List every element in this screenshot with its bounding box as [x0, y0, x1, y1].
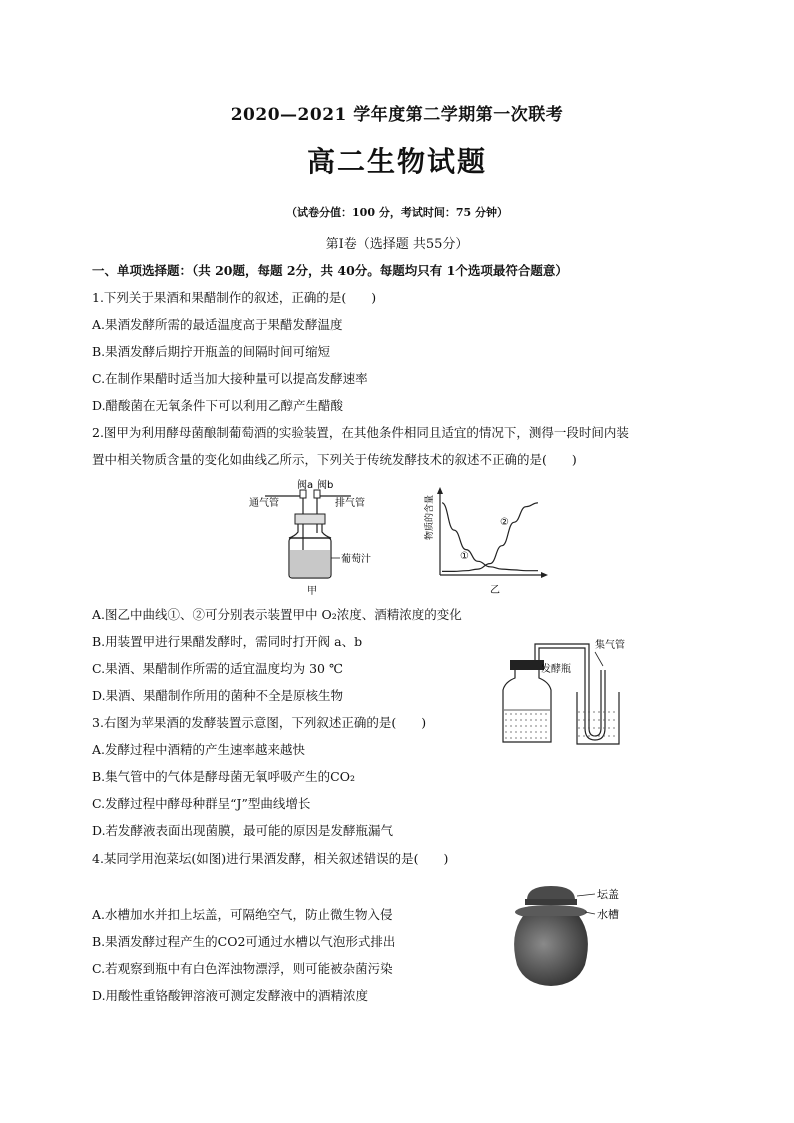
q3-stem: 3.右图为苹果酒的发酵装置示意图，下列叙述正确的是( ) — [92, 715, 427, 730]
volume-title: 第Ⅰ卷（选择题 共55分） — [325, 237, 469, 252]
q4-stem: 4.某同学用泡菜坛(如图)进行果酒发酵，相关叙述错误的是( ) — [92, 851, 449, 866]
fermentation-bottle — [503, 670, 551, 742]
q2-option-c: C.果酒、果醋制作所需的适宜温度均为 30 ℃ — [92, 661, 343, 676]
series-1-label: ① — [460, 551, 469, 562]
q4-option-b: B.果酒发酵过程产生的CO2可通过水槽以气泡形式排出 — [92, 934, 396, 949]
q1-option-a: A.果酒发酵所需的最适温度高于果醋发酵温度 — [92, 317, 343, 332]
q3-option-c: C.发酵过程中酵母种群呈“J”型曲线增长 — [92, 796, 311, 811]
q4-option-c: C.若观察到瓶中有白色浑浊物漂浮，则可能被杂菌污染 — [92, 961, 393, 976]
grape-juice — [290, 550, 330, 577]
q1-stem: 1.下列关于果酒和果醋制作的叙述，正确的是( ) — [92, 290, 377, 305]
exam-info: （试卷分值：100 分，考试时间：75 分钟） — [286, 206, 508, 219]
q2-option-b: B.用装置甲进行果醋发酵时，需同时打开阀 a、b — [92, 634, 363, 649]
jar-body — [514, 916, 588, 986]
jar-lid — [527, 886, 575, 900]
trough-label: 水槽 — [597, 908, 619, 921]
q3-option-d: D.若发酵液表面出现菌膜，最可能的原因是发酵瓶漏气 — [92, 823, 394, 838]
series-1-line — [442, 503, 538, 571]
connecting-tube — [535, 644, 601, 736]
q3-option-a: A.发酵过程中酒精的产生速率越来越快 — [92, 742, 306, 757]
stopper — [295, 514, 325, 524]
section-heading: 一、单项选择题：（共 20题，每题 2分，共 40分。每题均只有 1个选项最符合题意） — [92, 263, 568, 278]
figure-yi-chart — [420, 485, 550, 600]
q2-stem-line1: 2.图甲为利用酵母菌酿制葡萄酒的实验装置，在其他条件相同且适宜的情况下，测得一段时间内装 — [92, 425, 629, 440]
fig-jia-caption: 甲 — [307, 586, 317, 597]
valve-a — [300, 490, 306, 498]
q1-option-c: C.在制作果醋时适当加大接种量可以提高发酵速率 — [92, 371, 368, 386]
inlet-label: 通气管 — [249, 498, 279, 509]
series-2-line — [442, 503, 538, 572]
fig-yi-caption: 乙 — [490, 585, 500, 596]
gas-tube-label: 集气管 — [595, 640, 625, 651]
q4-option-a: A.水槽加水并扣上坛盖，可隔绝空气，防止微生物入侵 — [92, 907, 393, 922]
q2-option-d: D.果酒、果醋制作所用的菌种不全是原核生物 — [92, 688, 344, 703]
bottle-label: 发酵瓶 — [541, 664, 571, 675]
q4-option-d: D.用酸性重铬酸钾溶液可测定发酵液中的酒精浓度 — [92, 988, 369, 1003]
valve-b-label: 阀b — [317, 480, 334, 491]
outlet-label: 排气管 — [335, 498, 365, 509]
q1-option-b: B.果酒发酵后期拧开瓶盖的间隔时间可缩短 — [92, 344, 331, 359]
figure-pickle-jar — [505, 880, 655, 990]
figure-jia — [245, 478, 375, 598]
q2-stem-line2: 置中相关物质含量的变化如曲线乙所示，下列关于传统发酵技术的叙述不正确的是( ) — [92, 452, 577, 467]
q2-option-a: A.图乙中曲线①、②可分别表示装置甲中 O₂浓度、酒精浓度的变化 — [92, 607, 462, 622]
q1-option-d: D.醋酸菌在无氧条件下可以利用乙醇产生醋酸 — [92, 398, 344, 413]
subject-title: 高二生物试题 — [306, 145, 487, 178]
exam-title: 2020—2021 学年度第二学期第一次联考 — [230, 105, 564, 125]
valve-a-label: 阀a — [297, 480, 314, 491]
valve-b — [314, 490, 320, 498]
figure-q3-apparatus — [495, 630, 665, 750]
juice-label: 葡萄汁 — [341, 554, 371, 565]
lid-label: 坛盖 — [597, 888, 619, 901]
series-2-label: ② — [500, 517, 509, 528]
y-axis-label: 物质的含量 — [425, 495, 435, 541]
q3-option-b: B.集气管中的气体是酵母菌无氧呼吸产生的CO₂ — [92, 769, 355, 784]
